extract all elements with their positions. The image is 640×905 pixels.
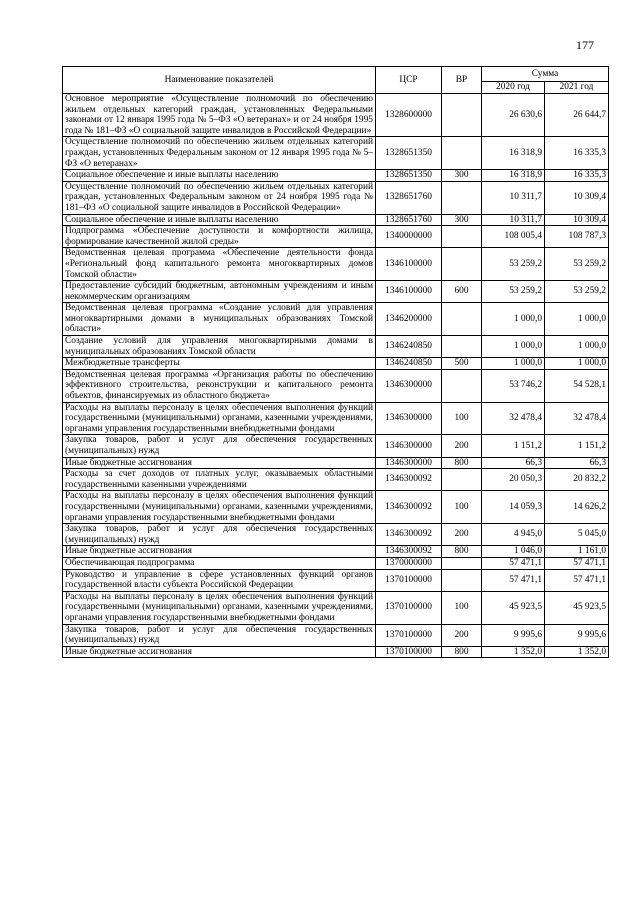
row-sum-2021: 1 000,0 — [545, 303, 609, 336]
row-csr: 1340000000 — [376, 226, 442, 248]
table-row — [63, 469, 609, 491]
row-name: Подпрограмма «Обеспечение доступности и комфортности жилища, формирование качественной жилой среды» — [63, 226, 376, 248]
row-sum-2021: 16 335,3 — [545, 137, 609, 170]
row-vr: 100 — [442, 591, 482, 624]
table-row — [63, 248, 609, 281]
row-sum-2021: 9 995,6 — [545, 624, 609, 646]
row-vr — [442, 557, 482, 569]
row-sum-2021: 10 309,4 — [545, 181, 609, 214]
row-vr: 100 — [442, 402, 482, 435]
row-vr: 800 — [442, 457, 482, 469]
row-vr — [442, 137, 482, 170]
row-csr: 1346100000 — [376, 281, 442, 303]
row-sum-2020: 108 005,4 — [482, 226, 545, 248]
row-csr: 1328600000 — [376, 94, 442, 137]
row-vr — [442, 369, 482, 402]
row-vr: 800 — [442, 646, 482, 658]
row-vr: 300 — [442, 214, 482, 226]
row-csr: 1346100000 — [376, 248, 442, 281]
row-sum-2021: 53 259,2 — [545, 248, 609, 281]
row-sum-2020: 16 318,9 — [482, 170, 545, 182]
row-name: Руководство и управление в сфере установленных функций органов государственной власти субъекта Российской Федерации — [63, 569, 376, 591]
row-vr — [442, 303, 482, 336]
row-sum-2021: 14 626,2 — [545, 491, 609, 524]
row-csr: 1328651760 — [376, 181, 442, 214]
row-csr: 1346240850 — [376, 358, 442, 370]
row-vr — [442, 469, 482, 491]
row-name: Социальное обеспечение и иные выплаты населению — [63, 170, 376, 182]
row-vr — [442, 94, 482, 137]
row-sum-2020: 53 746,2 — [482, 369, 545, 402]
row-csr: 1328651350 — [376, 170, 442, 182]
table-row — [63, 624, 609, 646]
row-vr: 100 — [442, 491, 482, 524]
row-name: Осуществление полномочий по обеспечению жильем отдельных категорий граждан, установленных Федеральным законом от 12 января 1995 года № 5–ФЗ «О ветеранах» — [63, 137, 376, 170]
row-name: Обеспечивающая подпрограмма — [63, 557, 376, 569]
table-row — [63, 369, 609, 402]
row-sum-2021: 1 000,0 — [545, 336, 609, 358]
row-sum-2021: 32 478,4 — [545, 402, 609, 435]
row-sum-2020: 1 352,0 — [482, 646, 545, 658]
row-sum-2020: 1 151,2 — [482, 435, 545, 457]
row-csr: 1328651760 — [376, 214, 442, 226]
row-name: Закупка товаров, работ и услуг для обеспечения государственных (муниципальных) нужд — [63, 624, 376, 646]
row-name: Расходы на выплаты персоналу в целях обеспечения выполнения функций государственными (муниципальными) органами, казенными учреждениями, органами управления государственными внебюджетными фондами — [63, 402, 376, 435]
row-sum-2020: 26 630,6 — [482, 94, 545, 137]
header-year-2021: 2021 год — [545, 82, 609, 94]
row-sum-2020: 45 923,5 — [482, 591, 545, 624]
table-row — [63, 569, 609, 591]
row-name: Создание условий для управления многоквартирными домами в муниципальных образованиях Томской области — [63, 336, 376, 358]
row-vr: 200 — [442, 624, 482, 646]
row-vr: 300 — [442, 170, 482, 182]
row-vr: 200 — [442, 435, 482, 457]
row-csr: 1370100000 — [376, 569, 442, 591]
row-sum-2020: 4 945,0 — [482, 524, 545, 546]
row-name: Основное мероприятие «Осуществление полномочий по обеспечению жильем отдельных категорий граждан, установленных Федеральными законами от 12 января 1995 года № 5–ФЗ «О ветеранах» и от 24 ноября 1995 года № 181–ФЗ «О социальной защите инвалидов в Российской Федерации» — [63, 94, 376, 137]
row-sum-2020: 53 259,2 — [482, 248, 545, 281]
row-name: Расходы на выплаты персоналу в целях обеспечения выполнения функций государственными (муниципальными) органами, казенными учреждениями, органами управления государственными внебюджетными фондами — [63, 491, 376, 524]
row-sum-2021: 66,3 — [545, 457, 609, 469]
row-name: Иные бюджетные ассигнования — [63, 546, 376, 558]
table-row — [63, 546, 609, 558]
row-sum-2020: 57 471,1 — [482, 557, 545, 569]
row-name: Предоставление субсидий бюджетным, автономным учреждениям и иным некоммерческим организациям — [63, 281, 376, 303]
row-sum-2021: 1 000,0 — [545, 358, 609, 370]
row-sum-2020: 16 318,9 — [482, 137, 545, 170]
row-csr: 1370100000 — [376, 591, 442, 624]
row-vr: 200 — [442, 524, 482, 546]
table-row — [63, 591, 609, 624]
row-sum-2020: 66,3 — [482, 457, 545, 469]
header-name: Наименование показателей — [63, 67, 376, 94]
row-sum-2020: 1 000,0 — [482, 358, 545, 370]
row-sum-2020: 9 995,6 — [482, 624, 545, 646]
row-sum-2021: 54 528,1 — [545, 369, 609, 402]
table-row — [63, 402, 609, 435]
table-row — [63, 491, 609, 524]
row-name: Закупка товаров, работ и услуг для обеспечения государственных (муниципальных) нужд — [63, 435, 376, 457]
table-row — [63, 435, 609, 457]
header-vr: ВР — [442, 67, 482, 94]
row-csr: 1346300092 — [376, 546, 442, 558]
row-sum-2021: 57 471,1 — [545, 569, 609, 591]
table-row — [63, 170, 609, 182]
header-year-2020: 2020 год — [482, 82, 545, 94]
row-sum-2021: 53 259,2 — [545, 281, 609, 303]
row-vr: 800 — [442, 546, 482, 558]
table-row — [63, 214, 609, 226]
row-csr: 1346300000 — [376, 369, 442, 402]
row-sum-2021: 57 471,1 — [545, 557, 609, 569]
header-csr: ЦСР — [376, 67, 442, 94]
header-sum: Сумма — [482, 67, 609, 82]
row-sum-2021: 45 923,5 — [545, 591, 609, 624]
row-name: Расходы на выплаты персоналу в целях обеспечения выполнения функций государственными (муниципальными) органами, казенными учреждениями, органами управления государственными внебюджетными фондами — [63, 591, 376, 624]
row-sum-2021: 10 309,4 — [545, 214, 609, 226]
row-sum-2020: 1 000,0 — [482, 336, 545, 358]
table-row — [63, 646, 609, 658]
table-row — [63, 524, 609, 546]
row-sum-2021: 1 352,0 — [545, 646, 609, 658]
row-name: Ведомственная целевая программа «Организация работы по обеспечению эффективного строительства, реконструкции и капитального ремонта объектов, финансируемых из областного бюджета» — [63, 369, 376, 402]
row-name: Иные бюджетные ассигнования — [63, 646, 376, 658]
row-csr: 1328651350 — [376, 137, 442, 170]
row-sum-2020: 53 259,2 — [482, 281, 545, 303]
row-csr: 1370100000 — [376, 646, 442, 658]
table-row — [63, 137, 609, 170]
page-number: 177 — [576, 38, 594, 52]
budget-table — [62, 66, 609, 658]
row-csr: 1346240850 — [376, 336, 442, 358]
row-vr — [442, 181, 482, 214]
row-sum-2020: 10 311,7 — [482, 181, 545, 214]
row-name: Расходы за счет доходов от платных услуг, оказываемых областными государственными казенными учреждениями — [63, 469, 376, 491]
table-row — [63, 457, 609, 469]
row-vr — [442, 248, 482, 281]
row-sum-2021: 26 644,7 — [545, 94, 609, 137]
row-csr: 1370100000 — [376, 624, 442, 646]
row-csr: 1346300000 — [376, 435, 442, 457]
table-body — [63, 94, 609, 658]
row-name: Закупка товаров, работ и услуг для обеспечения государственных (муниципальных) нужд — [63, 524, 376, 546]
row-sum-2020: 1 046,0 — [482, 546, 545, 558]
row-sum-2021: 16 335,3 — [545, 170, 609, 182]
row-name: Осуществление полномочий по обеспечению жильем отдельных категорий граждан, установленных Федеральным законом от 24 ноября 1995 года № 181–ФЗ «О социальной защите инвалидов в Российской Федерации» — [63, 181, 376, 214]
row-sum-2021: 1 151,2 — [545, 435, 609, 457]
row-sum-2021: 1 161,0 — [545, 546, 609, 558]
row-sum-2021: 5 045,0 — [545, 524, 609, 546]
row-name: Ведомственная целевая программа «Обеспечение деятельности фонда «Региональный фонд капитального ремонта многоквартирных домов Томской области» — [63, 248, 376, 281]
table-row — [63, 336, 609, 358]
row-vr: 600 — [442, 281, 482, 303]
row-vr — [442, 336, 482, 358]
row-name: Иные бюджетные ассигнования — [63, 457, 376, 469]
row-name: Межбюджетные трансферты — [63, 358, 376, 370]
table-row — [63, 226, 609, 248]
row-sum-2021: 20 832,2 — [545, 469, 609, 491]
row-sum-2020: 10 311,7 — [482, 214, 545, 226]
row-vr — [442, 226, 482, 248]
table-row — [63, 181, 609, 214]
row-sum-2021: 108 787,3 — [545, 226, 609, 248]
row-csr: 1346300092 — [376, 491, 442, 524]
row-name: Ведомственная целевая программа «Создание условий для управления многоквартирными домами в муниципальных образованиях Томской области» — [63, 303, 376, 336]
row-name: Социальное обеспечение и иные выплаты населению — [63, 214, 376, 226]
row-vr — [442, 569, 482, 591]
table-row — [63, 281, 609, 303]
row-sum-2020: 57 471,1 — [482, 569, 545, 591]
row-sum-2020: 32 478,4 — [482, 402, 545, 435]
row-csr: 1346200000 — [376, 303, 442, 336]
table-row — [63, 303, 609, 336]
table-row — [63, 557, 609, 569]
row-csr: 1346300092 — [376, 469, 442, 491]
row-csr: 1370000000 — [376, 557, 442, 569]
row-csr: 1346300000 — [376, 402, 442, 435]
row-csr: 1346300000 — [376, 457, 442, 469]
row-csr: 1346300092 — [376, 524, 442, 546]
table-row — [63, 358, 609, 370]
row-sum-2020: 1 000,0 — [482, 303, 545, 336]
row-vr: 500 — [442, 358, 482, 370]
row-sum-2020: 20 050,3 — [482, 469, 545, 491]
row-sum-2020: 14 059,3 — [482, 491, 545, 524]
table-row — [63, 94, 609, 137]
